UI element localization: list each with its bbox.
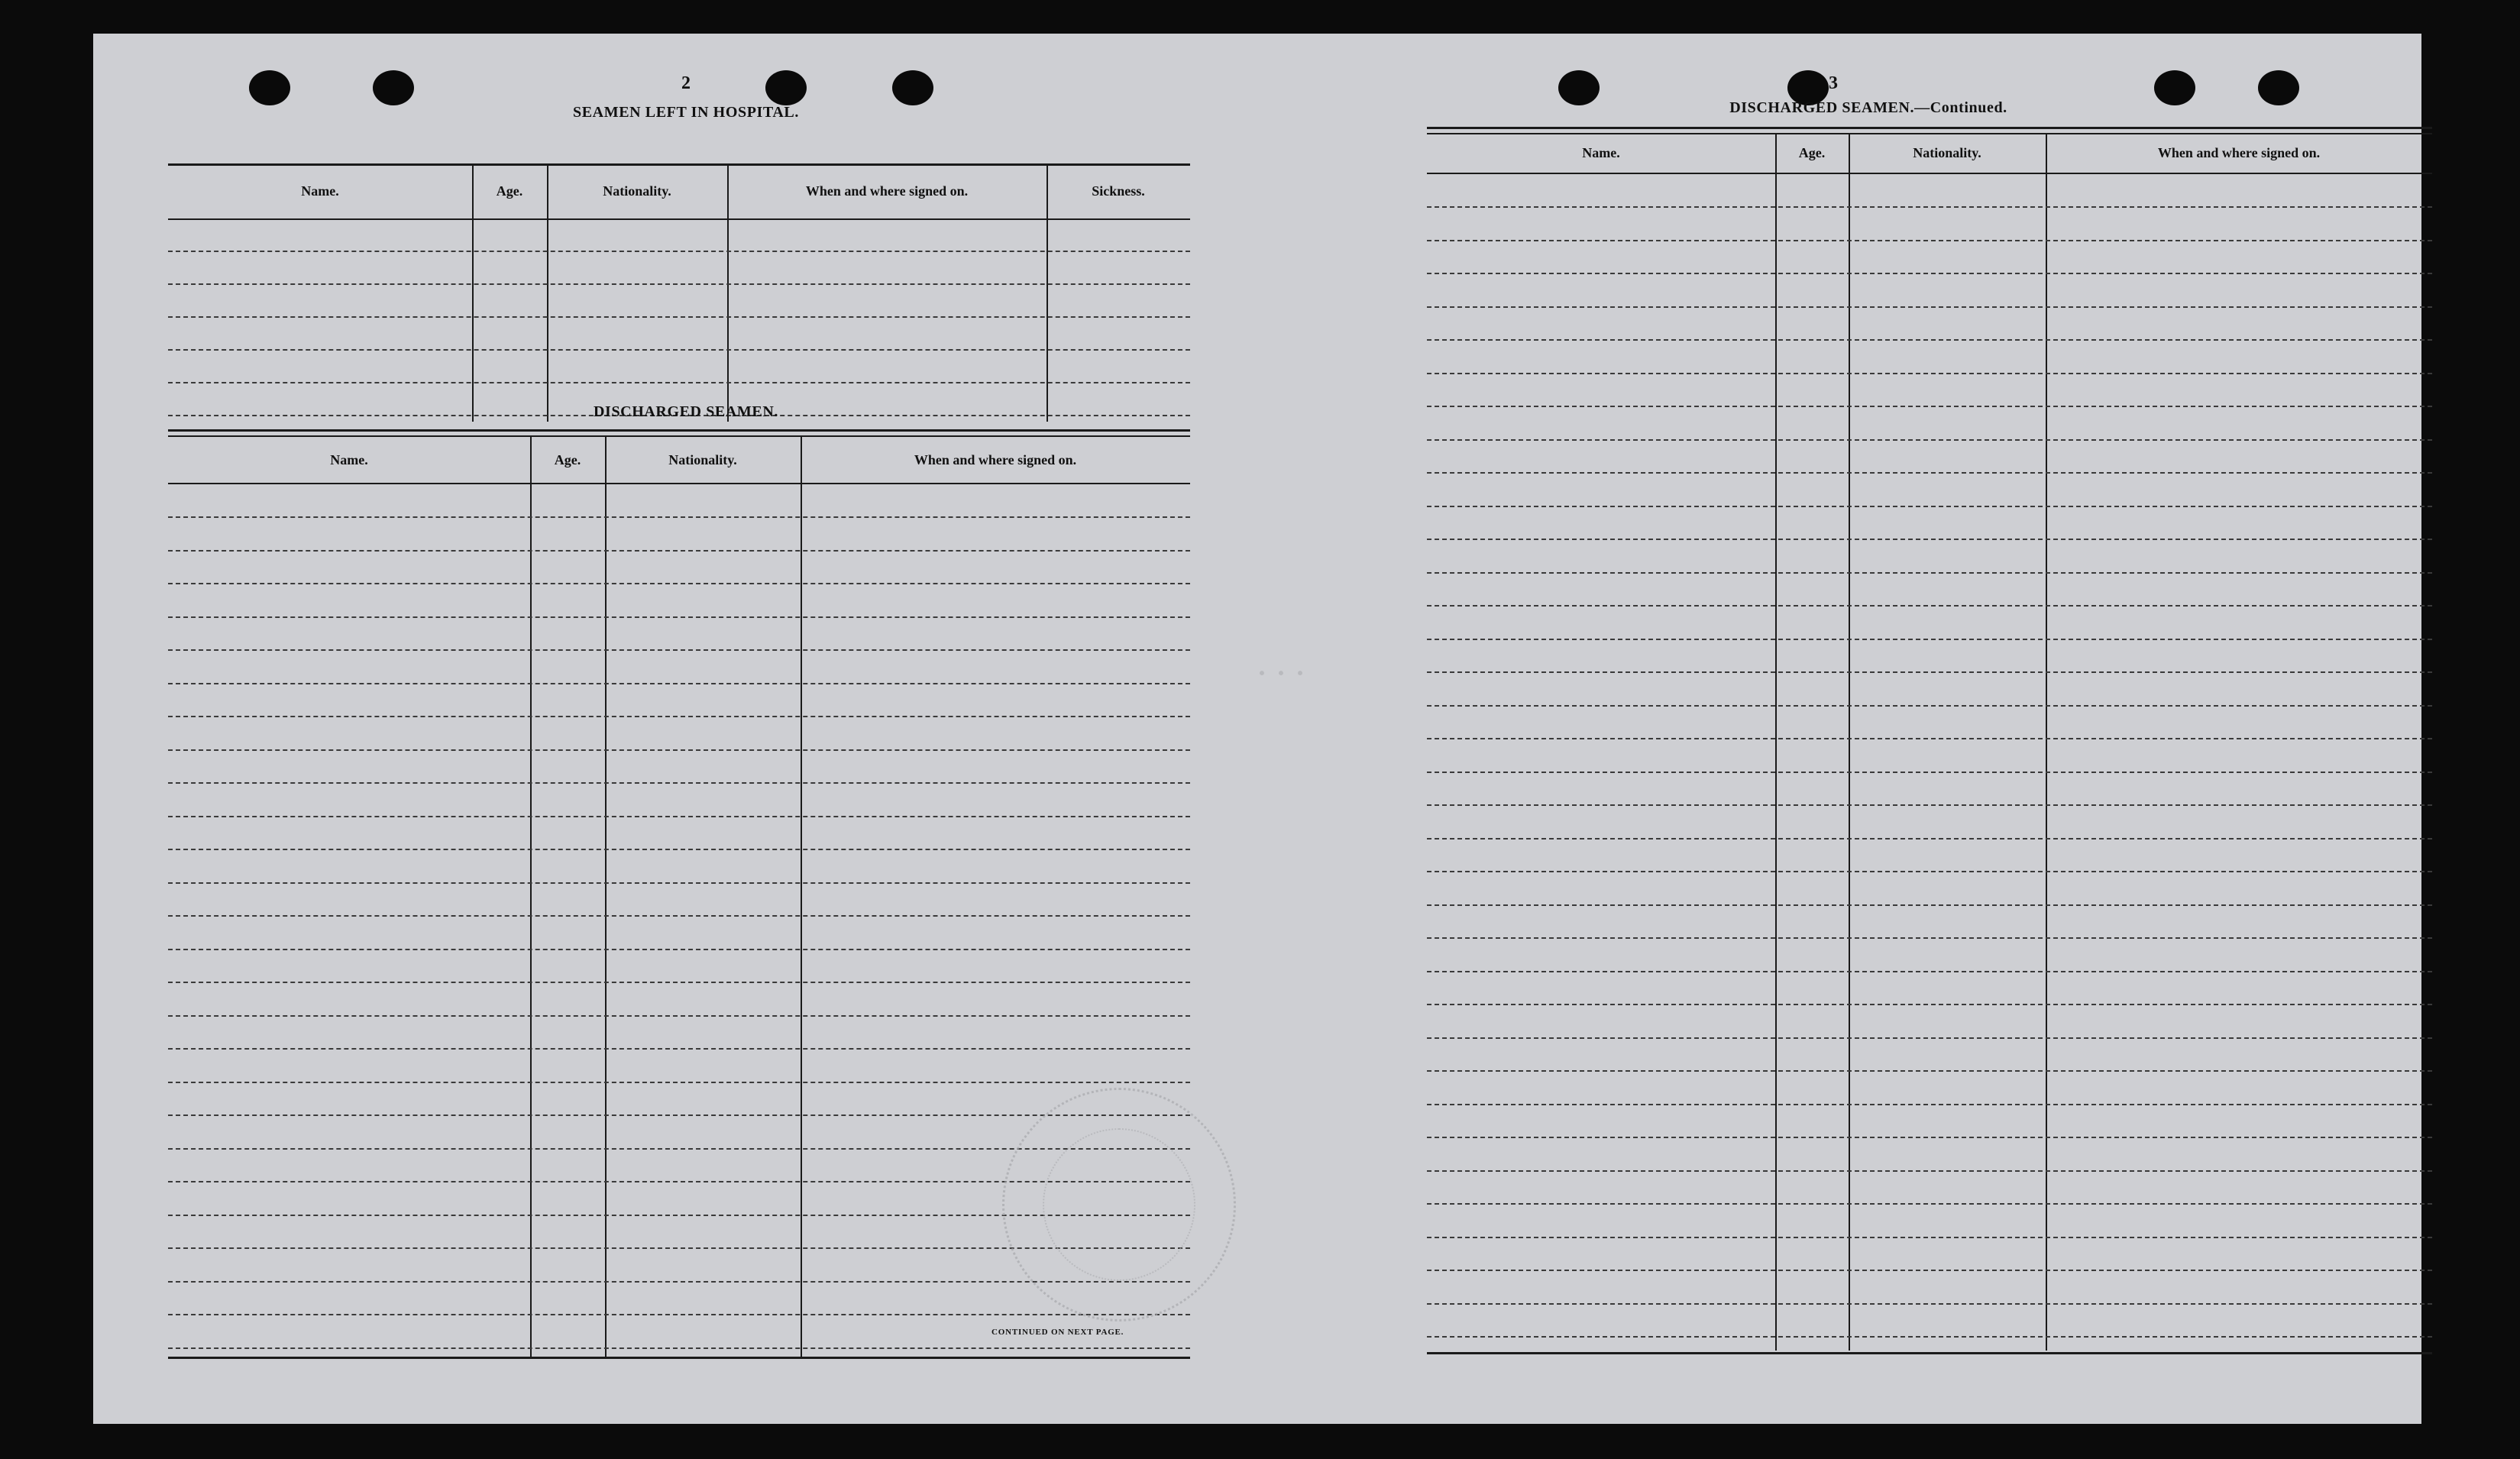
column-header-name: Name. [301, 183, 339, 199]
punch-hole [249, 70, 290, 105]
ruled-line [168, 583, 1190, 584]
column-divider [605, 437, 607, 1357]
ruled-line [1427, 804, 2432, 806]
continued-note: CONTINUED ON NEXT PAGE. [992, 1328, 1124, 1337]
column-header-signed-on: When and where signed on. [2157, 145, 2321, 160]
discharged-continued-table [1427, 127, 2432, 1358]
ruled-line [168, 1314, 1190, 1315]
right-page [1257, 34, 2421, 1424]
ruled-line [1427, 1037, 2432, 1039]
ruled-line [168, 683, 1190, 684]
column-header-nationality: Nationality. [603, 183, 671, 199]
header-rule [1427, 173, 2432, 174]
ruled-line [1427, 772, 2432, 773]
ruled-line [1427, 273, 2432, 274]
ruled-line [1427, 1270, 2432, 1271]
ledger-sheet [93, 34, 2421, 1424]
page-number: 3 [1829, 73, 1838, 93]
column-header-age: Age. [554, 452, 581, 467]
ruled-line [168, 849, 1190, 850]
ruled-line [1427, 439, 2432, 441]
column-divider [1775, 134, 1777, 1351]
ruled-line [1427, 1137, 2432, 1138]
ruled-line [168, 349, 1190, 351]
table-bottom-rule [1427, 1352, 2432, 1354]
hospital-table [168, 131, 1190, 423]
ruled-line [168, 915, 1190, 917]
column-header-signed-on: When and where signed on. [914, 452, 1077, 467]
ruled-line [1427, 1070, 2432, 1072]
ruled-line [1427, 306, 2432, 308]
ruled-line [168, 882, 1190, 884]
ruled-line [168, 949, 1190, 950]
ruled-line [168, 649, 1190, 651]
ruled-line [1427, 738, 2432, 739]
column-divider [2046, 134, 2047, 1351]
table-bottom-rule [168, 1357, 1190, 1359]
punch-hole [373, 70, 414, 105]
punch-hole [765, 70, 807, 105]
ruled-line [168, 1048, 1190, 1050]
ruled-line [168, 616, 1190, 618]
ruled-line [1427, 1104, 2432, 1105]
ruled-line [1427, 605, 2432, 607]
table-top-rule [168, 429, 1190, 432]
column-header-sickness: Sickness. [1092, 183, 1145, 199]
ruled-line [1427, 373, 2432, 374]
punch-hole [2154, 70, 2195, 105]
ruled-line [1427, 904, 2432, 906]
ruled-line [1427, 871, 2432, 872]
left-page [93, 34, 1257, 1424]
table-top-rule [168, 163, 1190, 166]
ruled-line [168, 516, 1190, 518]
column-header-signed-on: When and where signed on. [805, 183, 969, 199]
ruled-line [168, 251, 1190, 252]
ruled-line [168, 716, 1190, 717]
ruled-line [1427, 506, 2432, 507]
discharged-continued-title: DISCHARGED SEAMEN.—Continued. [1729, 99, 2007, 116]
ruled-line [1427, 1004, 2432, 1005]
ruled-line [168, 382, 1190, 383]
column-divider [530, 437, 532, 1357]
table-top-rule-double [1427, 133, 2432, 134]
ruled-line [1427, 206, 2432, 208]
ruled-line [1427, 472, 2432, 474]
ruled-line [1427, 671, 2432, 673]
faded-stamp [1002, 1088, 1236, 1322]
ruled-line [1427, 339, 2432, 341]
punch-hole [892, 70, 933, 105]
ruled-line [1427, 1303, 2432, 1305]
ruled-line [1427, 1336, 2432, 1338]
ruled-line [168, 782, 1190, 784]
column-divider [1849, 134, 1850, 1351]
column-header-name: Name. [330, 452, 368, 467]
ruled-line [1427, 572, 2432, 574]
ruled-line [168, 816, 1190, 817]
column-header-nationality: Nationality. [1913, 145, 1981, 160]
column-divider [801, 437, 802, 1357]
ruled-line [1427, 705, 2432, 707]
ruled-line [1427, 1203, 2432, 1205]
ruled-line [168, 1015, 1190, 1017]
ruled-line [1427, 1170, 2432, 1172]
hospital-section-title: SEAMEN LEFT IN HOSPITAL. [573, 104, 799, 121]
column-header-age: Age. [1798, 145, 1826, 160]
ruled-line [1427, 1237, 2432, 1238]
ruled-line [1427, 971, 2432, 972]
ruled-line [168, 1347, 1190, 1349]
ruled-line [1427, 838, 2432, 839]
bleed-through-mark: · · · [1257, 658, 1307, 688]
column-header-age: Age. [496, 183, 523, 199]
table-top-rule-double [168, 435, 1190, 437]
ruled-line [168, 982, 1190, 983]
ruled-line [1427, 406, 2432, 407]
ruled-line [168, 550, 1190, 552]
faded-stamp-inner [1043, 1128, 1195, 1281]
table-top-rule [1427, 127, 2432, 129]
ruled-line [1427, 539, 2432, 540]
ruled-line [168, 749, 1190, 751]
ruled-line [1427, 240, 2432, 241]
ruled-line [1427, 639, 2432, 640]
header-rule [168, 218, 1190, 220]
ruled-line [168, 283, 1190, 285]
header-rule [168, 483, 1190, 484]
punch-hole [1558, 70, 1600, 105]
column-header-nationality: Nationality. [668, 452, 737, 467]
punch-hole [2258, 70, 2299, 105]
page-number: 2 [681, 73, 691, 93]
ruled-line [1427, 937, 2432, 939]
column-header-name: Name. [1582, 145, 1620, 160]
ruled-line [168, 1082, 1190, 1083]
ruled-line [168, 316, 1190, 318]
ruled-line [168, 1114, 1190, 1116]
discharged-section-title: DISCHARGED SEAMEN. [594, 403, 778, 420]
